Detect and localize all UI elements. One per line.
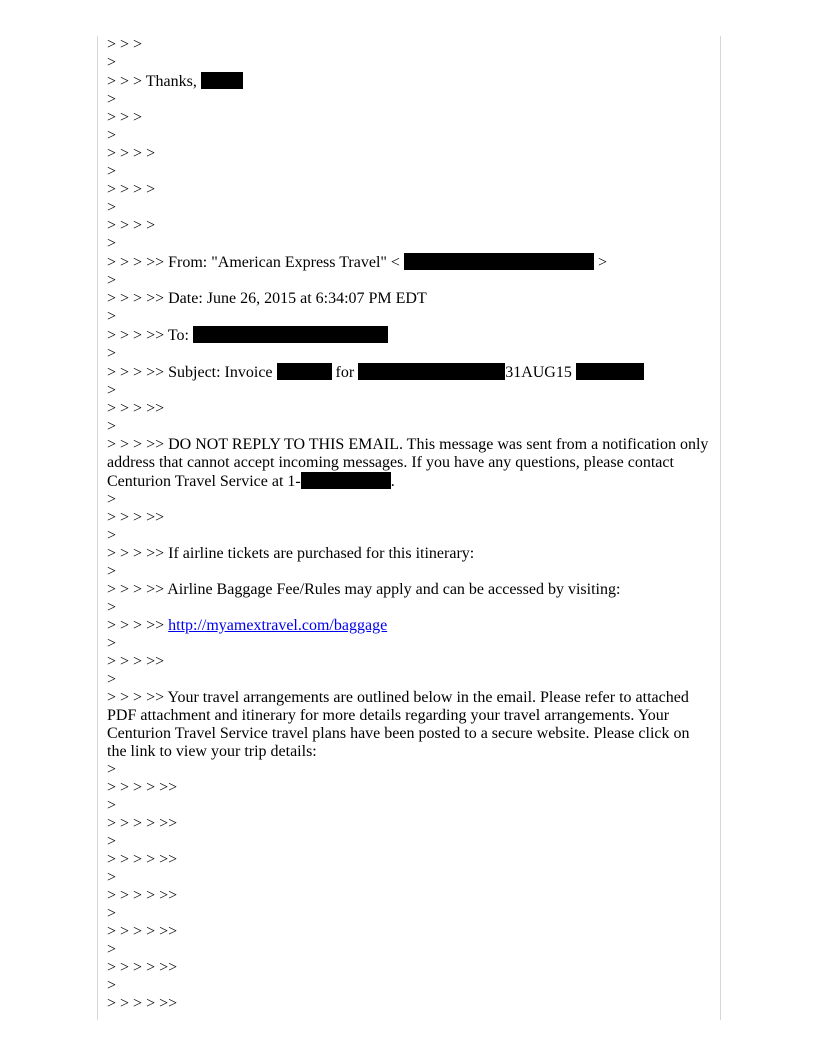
subject-for: for <box>331 364 359 381</box>
quote-line: > <box>107 127 117 144</box>
redacted-phone <box>301 472 391 489</box>
redacted-recipient <box>193 326 388 343</box>
from-text: > > > >> From: "American Express Travel" < <box>107 254 404 271</box>
quote-line: > <box>107 977 117 994</box>
baggage-link-line <box>107 617 710 635</box>
quote-line: > <box>107 797 117 814</box>
quote-line: > <box>107 869 117 886</box>
baggage-link[interactable]: http://myamextravel.com/baggage <box>168 617 388 634</box>
travel-arrangements-paragraph: > > > >> Your travel arrangements are outlined below in the email. Please refer to attached PDF attachment and itinerary for more details regarding your travel arrangements. Your Centurion Travel Service travel plans have been posted to a secure website. Please click on the link to view your trip details: <box>107 689 694 760</box>
quote-line: > <box>107 761 117 778</box>
quote-line: > > > > >> <box>107 995 178 1012</box>
quote-line: > <box>107 905 117 922</box>
subject-date: 31AUG15 <box>505 364 576 381</box>
quote-line: > <box>107 418 117 435</box>
thanks-text: > > > Thanks, <box>107 73 201 90</box>
notice-paragraph <box>107 436 713 491</box>
baggage-link-prefix: > > > >> <box>107 617 169 634</box>
quote-line: > <box>107 54 117 71</box>
redacted-invoice-number <box>277 363 332 380</box>
thanks-line <box>107 72 710 91</box>
redacted-sender-email <box>404 253 594 270</box>
quote-line: > <box>107 163 117 180</box>
baggage-rules-line: > > > >> Airline Baggage Fee/Rules may apply and can be accessed by visiting: <box>107 581 621 598</box>
quote-line: > > > >> <box>107 509 165 526</box>
quote-line: > > > > >> <box>107 815 178 832</box>
quote-line: > <box>107 382 117 399</box>
subject-prefix: > > > >> Subject: Invoice <box>107 364 277 381</box>
quote-line: > > > > <box>107 181 156 198</box>
quote-line: > <box>107 308 117 325</box>
subject-line <box>107 363 710 382</box>
quote-line: > <box>107 599 117 616</box>
redacted-destination <box>576 363 644 380</box>
quote-line: > > > > >> <box>107 923 178 940</box>
date-line: > > > >> Date: June 26, 2015 at 6:34:07 PM EDT <box>107 290 427 307</box>
redacted-traveler-name <box>358 363 505 380</box>
quote-line: > <box>107 345 117 362</box>
email-body <box>107 36 713 1013</box>
quote-line: > <box>107 941 117 958</box>
from-line <box>107 253 710 272</box>
quote-line: > > > >> <box>107 400 165 417</box>
quote-line: > <box>107 272 117 289</box>
to-text: > > > >> To: <box>107 327 193 344</box>
quote-line: > <box>107 91 117 108</box>
quote-line: > > > <box>107 109 143 126</box>
quote-line: > <box>107 235 117 252</box>
quote-line: > <box>107 563 117 580</box>
quote-line: > > > > <box>107 217 156 234</box>
notice-text: > > > >> DO NOT REPLY TO THIS EMAIL. This message was sent from a notification only address that cannot accept incoming messages. If you have any questions, please contact Centurion Travel Service at 1- <box>107 436 713 490</box>
quote-line: > <box>107 527 117 544</box>
quote-line: > > > > >> <box>107 779 178 796</box>
quote-line: > > > >> <box>107 653 165 670</box>
quote-line: > <box>107 635 117 652</box>
quote-line: > <box>107 671 117 688</box>
quote-line: > <box>107 491 117 508</box>
quote-line: > <box>107 199 117 216</box>
quote-line: > <box>107 833 117 850</box>
quote-line: > > > > >> <box>107 959 178 976</box>
quote-line: > > > > >> <box>107 887 178 904</box>
from-after: > <box>593 254 607 271</box>
quote-line: > > > <box>107 36 143 53</box>
airline-tickets-line: > > > >> If airline tickets are purchased for this itinerary: <box>107 545 475 562</box>
redacted-name <box>201 72 243 89</box>
quote-line: > > > > <box>107 145 156 162</box>
to-line <box>107 326 710 345</box>
notice-after: . <box>390 473 395 490</box>
quote-line: > > > > >> <box>107 851 178 868</box>
